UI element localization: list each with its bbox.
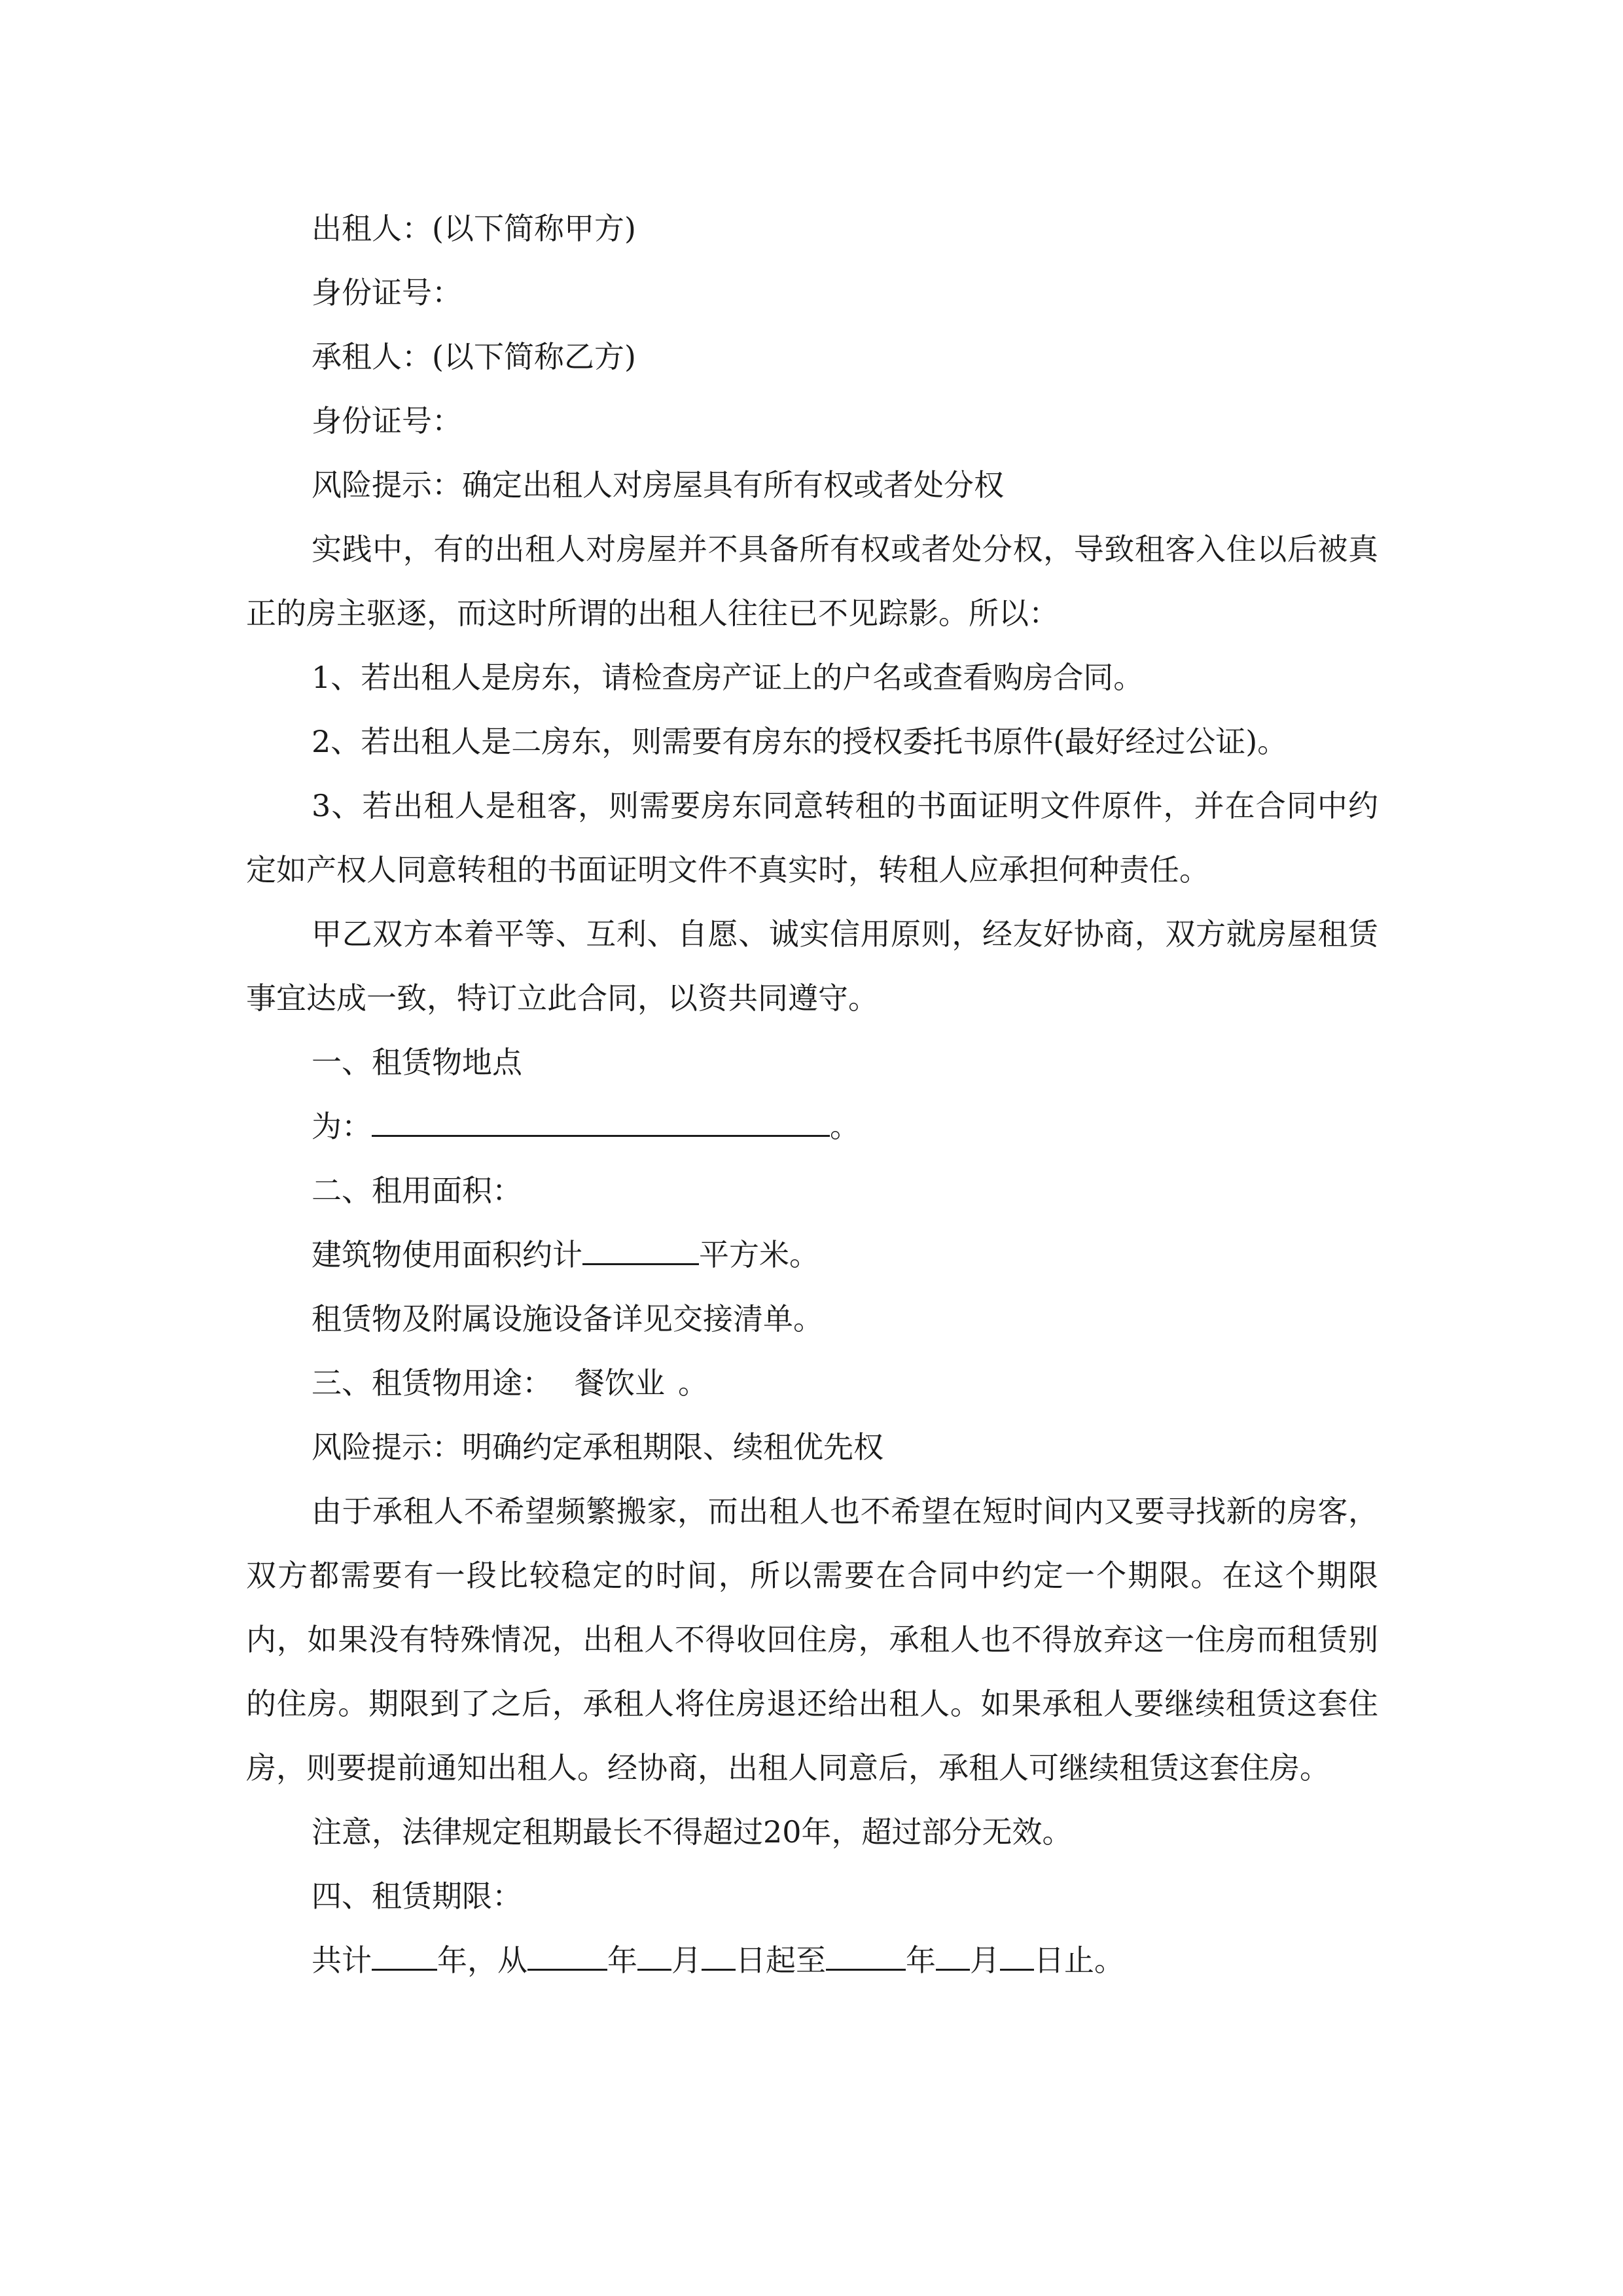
lessee-id-line: 身份证号： xyxy=(312,403,462,439)
start-month-blank[interactable] xyxy=(637,1932,671,1971)
list-item-tenant: 3、若出租人是租客，则需要房东同意转租的书面证明文件原件，并在合同中约定如产权人同意转租的书面证明文件不真实时，转租人应承担何种责任。 xyxy=(246,788,1378,888)
term-dates-line xyxy=(246,1928,1378,1992)
agreement-paragraph: 甲乙双方本着平等、互利、自愿、诚实信用原则，经友好协商，双方就房屋租赁事宜达成一致，特订立此合同，以资共同遵守。 xyxy=(246,916,1378,1016)
usage-value: 餐饮业 xyxy=(575,1365,665,1401)
usage-suffix: 。 xyxy=(678,1365,708,1401)
end-day-blank[interactable] xyxy=(1000,1932,1034,1971)
lessor-line: 出租人：(以下简称甲方) xyxy=(312,211,636,246)
risk-tip-ownership: 风险提示：确定出租人对房屋具有所有权或者处分权 xyxy=(312,467,1004,503)
term-paragraph: 由于承租人不希望频繁搬家，而出租人也不希望在短时间内又要寻找新的房客，双方都需要有一段比较稳定的时间，所以需要在合同中约定一个期限。在这个期限内，如果没有特殊情况，出租人不得收回住房，承租人也不得放弃这一住房而租赁别的住房。期限到了之后，承租人将住房退还给出租人。如果承租人要继续租赁这套住房，则要提前通知出租人。经协商，出租人同意后，承租人可继续租赁这套住房。 xyxy=(246,1494,1378,1785)
term-from-label: 年，从 xyxy=(437,1943,527,1978)
start-year-blank[interactable] xyxy=(527,1932,607,1971)
risk-tip-term: 风险提示：明确约定承租期限、续租优先权 xyxy=(312,1429,883,1465)
end-year-blank[interactable] xyxy=(826,1932,906,1971)
note-line: 注意，法律规定租期最长不得超过20年，超过部分无效。 xyxy=(312,1814,1073,1850)
end-month-blank[interactable] xyxy=(936,1932,970,1971)
area-blank[interactable] xyxy=(582,1227,699,1265)
list-item-sublandlord: 2、若出租人是二房东，则需要有房东的授权委托书原件(最好经过公证)。 xyxy=(312,724,1288,759)
practice-paragraph: 实践中，有的出租人对房屋并不具备所有权或者处分权，导致租客入住以后被真正的房主驱逐，而这时所谓的出租人往往已不见踪影。所以： xyxy=(246,531,1378,631)
lessor-id-line: 身份证号： xyxy=(312,275,462,310)
area-line xyxy=(246,1223,1378,1287)
term-total-label: 共计 xyxy=(312,1943,372,1978)
section-usage-line xyxy=(246,1351,1378,1415)
location-line xyxy=(246,1094,1378,1158)
contract-body xyxy=(246,196,1378,1992)
start-year-label: 年 xyxy=(607,1943,637,1978)
section-location-title: 一、租赁物地点 xyxy=(312,1045,522,1080)
years-blank[interactable] xyxy=(372,1932,437,1971)
list-item-landlord: 1、若出租人是房东，请检查房产证上的户名或查看购房合同。 xyxy=(312,660,1144,695)
section-term-title: 四、租赁期限： xyxy=(312,1878,522,1914)
start-day-label: 日起至 xyxy=(736,1943,826,1978)
lessee-line: 承租人：(以下简称乙方) xyxy=(312,339,636,374)
area-suffix: 平方米。 xyxy=(699,1237,819,1272)
facilities-line: 租赁物及附属设施设备详见交接清单。 xyxy=(312,1301,823,1336)
usage-prefix: 三、租赁物用途： xyxy=(312,1365,552,1401)
location-suffix: 。 xyxy=(830,1109,860,1144)
location-blank[interactable] xyxy=(372,1098,830,1137)
start-month-label: 月 xyxy=(671,1943,702,1978)
section-area-title: 二、租用面积： xyxy=(312,1173,522,1208)
end-day-label: 日止。 xyxy=(1034,1943,1124,1978)
location-prefix: 为： xyxy=(312,1109,372,1144)
start-day-blank[interactable] xyxy=(702,1932,736,1971)
end-month-label: 月 xyxy=(970,1943,1000,1978)
area-prefix: 建筑物使用面积约计 xyxy=(312,1237,582,1272)
end-year-label: 年 xyxy=(906,1943,936,1978)
